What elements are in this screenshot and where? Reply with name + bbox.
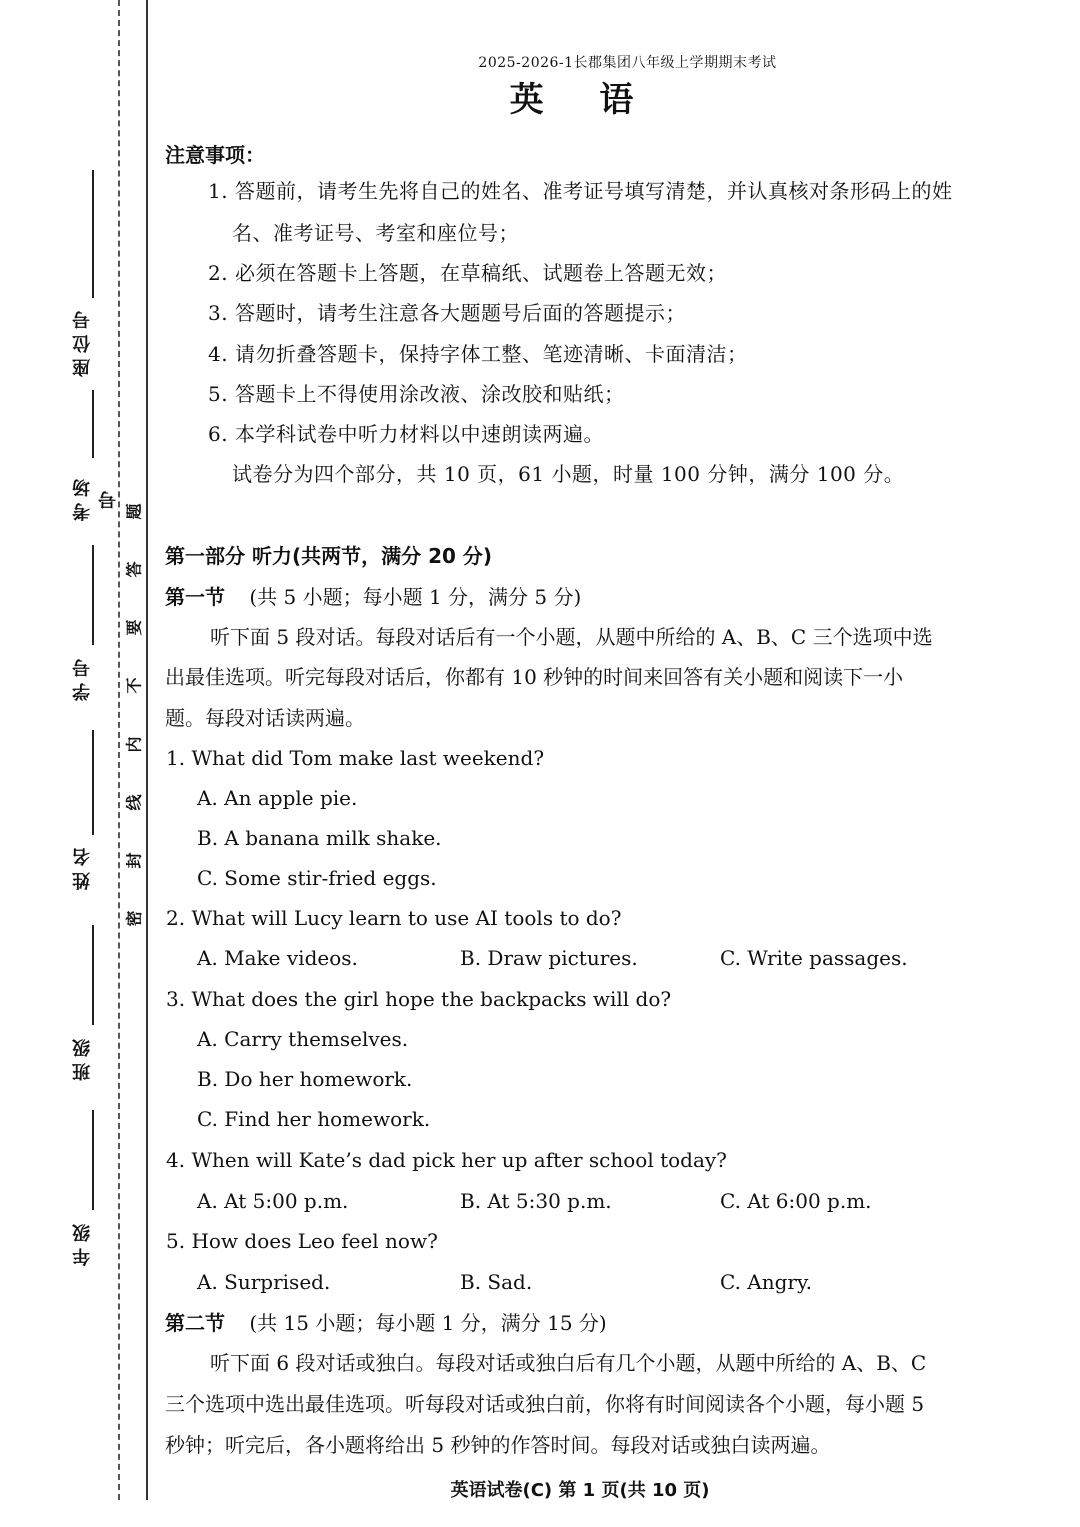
answer-option: A. At 5:00 p.m.: [197, 1189, 349, 1213]
student-number-label: 学号: [72, 653, 93, 701]
section1-heading: 第一节: [165, 585, 225, 609]
section1-instructions: 听下面 5 段对话。每段对话后有一个小题，从题中所给的 A、B、C 三个选项中选: [210, 625, 933, 649]
notice-item: 2. 必须在答题卡上答题，在草稿纸、试题卷上答题无效；: [208, 261, 727, 285]
section2-heading-row: [165, 1310, 607, 1336]
answer-option: B. At 5:30 p.m.: [460, 1189, 612, 1213]
notice-item: 3. 答题时，请考生注意各大题题号后面的答题提示；: [208, 301, 686, 325]
binding-line: [146, 0, 148, 1500]
answer-option: A. Surprised.: [197, 1270, 331, 1294]
exam-title: 2025-2026-1长郡集团八年级上学期期末考试: [478, 55, 777, 71]
answer-option: C. At 6:00 p.m.: [720, 1189, 872, 1213]
section1-note: (共 5 小题；每小题 1 分，满分 5 分): [249, 585, 582, 609]
class-field[interactable]: [60, 925, 120, 1095]
answer-option: B. Draw pictures.: [460, 946, 638, 970]
name-label: 姓名: [72, 842, 93, 890]
seal-line-warning: 题 答 要 不 内 线 封 密: [124, 503, 144, 927]
notice-item: 4. 请勿折叠答题卡，保持字体工整、笔迹清晰、卡面清洁；: [208, 342, 748, 366]
question-stem: 1. What did Tom make last weekend?: [166, 746, 545, 770]
page-footer: 英语试卷(C) 第 1 页(共 10 页): [450, 1480, 710, 1501]
question-stem: 3. What does the girl hope the backpacks will do?: [166, 987, 672, 1011]
question-stem: 4. When will Kate’s dad pick her up after school today?: [166, 1148, 727, 1172]
notice-heading: 注意事项：: [165, 143, 265, 167]
seat-number-label: 座位号: [72, 305, 93, 377]
section2-instructions: 三个选项中选出最佳选项。听每段对话或独白前，你将有时间阅读各个小题，每小题 5: [165, 1392, 925, 1416]
grade-field[interactable]: [60, 1110, 120, 1280]
answer-option: C. Find her homework.: [197, 1107, 431, 1131]
class-label: 班级: [72, 1033, 93, 1081]
exam-room-label: 考场号: [72, 473, 119, 522]
seat-number-field[interactable]: [60, 170, 120, 380]
section1-instructions: 题。每段对话读两遍。: [165, 706, 365, 730]
section2-heading: 第二节: [165, 1311, 225, 1335]
section2-instructions: 秒钟；听完后，各小题将给出 5 秒钟的作答时间。每段对话或独白读两遍。: [165, 1433, 831, 1457]
paper-summary: 试卷分为四个部分，共 10 页，61 小题，时量 100 分钟，满分 100 分。: [232, 462, 905, 486]
part1-heading: 第一部分 听力(共两节，满分 20 分): [165, 544, 493, 568]
answer-option: B. Do her homework.: [197, 1067, 413, 1091]
answer-option: A. An apple pie.: [197, 786, 358, 810]
grade-label: 年级: [72, 1218, 93, 1266]
section1-instructions: 出最佳选项。听完每段对话后，你都有 10 秒钟的时间来回答有关小题和阅读下一小: [165, 665, 904, 689]
exam-room-field[interactable]: [60, 390, 120, 530]
answer-option: C. Write passages.: [720, 946, 908, 970]
notice-item: 6. 本学科试卷中听力材料以中速朗读两遍。: [208, 422, 604, 446]
student-number-field[interactable]: [60, 545, 120, 715]
answer-option: A. Make videos.: [197, 946, 358, 970]
question-stem: 2. What will Lucy learn to use AI tools to do?: [166, 906, 622, 930]
answer-option: A. Carry themselves.: [197, 1027, 409, 1051]
section2-instructions: 听下面 6 段对话或独白。每段对话或独白后有几个小题，从题中所给的 A、B、C: [210, 1351, 927, 1375]
section1-heading-row: [165, 584, 581, 610]
answer-option: B. A banana milk shake.: [197, 826, 442, 850]
notice-item: 名、准考证号、考室和座位号；: [232, 221, 519, 245]
name-field[interactable]: [60, 730, 120, 905]
answer-option: C. Some stir-fried eggs.: [197, 866, 437, 890]
answer-option: B. Sad.: [460, 1270, 533, 1294]
subject-title: 英 语: [509, 80, 656, 120]
answer-option: C. Angry.: [720, 1270, 812, 1294]
notice-item: 5. 答题卡上不得使用涂改液、涂改胶和贴纸；: [208, 382, 625, 406]
question-stem: 5. How does Leo feel now?: [166, 1229, 438, 1253]
notice-item: 1. 答题前，请考生先将自己的姓名、准考证号填写清楚，并认真核对条形码上的姓: [208, 179, 953, 203]
section2-note: (共 15 小题；每小题 1 分，满分 15 分): [249, 1311, 607, 1335]
